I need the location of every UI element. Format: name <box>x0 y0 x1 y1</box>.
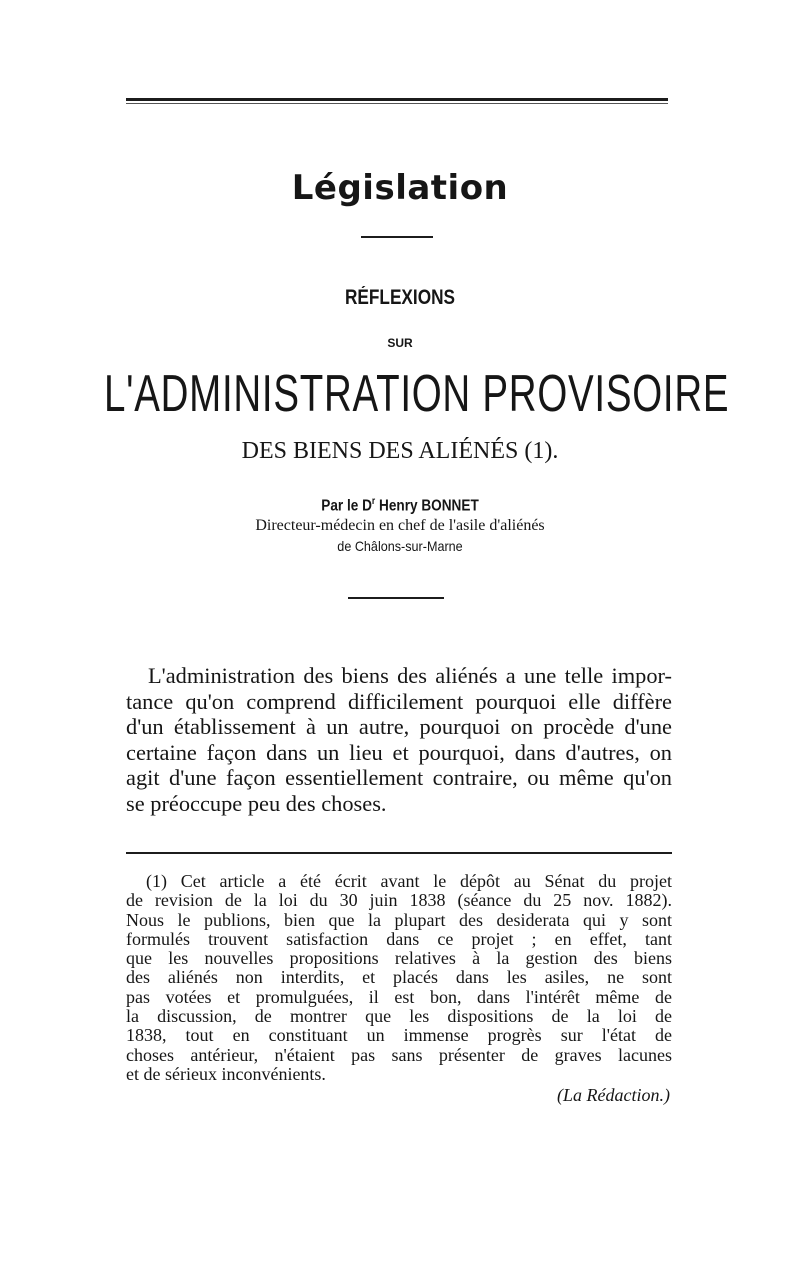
footnote-rule <box>126 852 672 854</box>
footnote-line: de revision de la loi du 30 juin 1838 (séance du 25 nov. 1882). <box>126 890 672 911</box>
footnote-line: choses antérieur, n'étaient pas sans présenter de graves lacunes <box>126 1044 672 1065</box>
footnote-line: que les nouvelles propositions relatives à la gestion des biens <box>126 948 672 969</box>
footnote-line: la discussion, de montrer que les dispositions de la loi de <box>126 1006 672 1027</box>
author-role: Directeur-médecin en chef de l'asile d'aliénés <box>255 517 545 534</box>
body-line: se préoccupe peu des choses. <box>126 790 387 816</box>
footnote-line: pas votées et promulguées, il est bon, dans l'intérêt même de <box>126 986 672 1007</box>
footnote-line: 1838, tout en constituant un immense progrès sur l'état de <box>126 1025 672 1046</box>
article-kicker: RÉFLEXIONS <box>344 286 456 309</box>
section-title: Législation <box>291 168 509 208</box>
author-place: de Châlons-sur-Marne <box>337 538 463 554</box>
article-subtitle: DES BIENS DES ALIÉNÉS (1). <box>241 438 559 464</box>
article-title: L'ADMINISTRATION PROVISOIRE <box>104 365 730 423</box>
footnote <box>126 872 672 1084</box>
body-line: agit d'une façon essentiellement contraire, ou même qu'on <box>126 765 672 790</box>
body-paragraph <box>126 663 672 816</box>
footnote-line: des aliénés non interdits, et placés dans les asiles, ne sont <box>126 967 672 988</box>
footnote-line: et de sérieux inconvénients. <box>126 1063 326 1084</box>
author-name: Henry BONNET <box>379 497 479 515</box>
author-prefix: Par le D <box>321 497 372 515</box>
body-line: d'un établissement à un autre, pourquoi on procède d'une <box>126 714 672 739</box>
article-connector: SUR <box>387 336 413 350</box>
body-line: tance qu'on comprend difficilement pourquoi elle diffère <box>126 688 672 714</box>
author-prefix-sup: r <box>371 496 376 507</box>
footnote-line: formulés trouvent satisfaction dans ce projet ; en effet, tant <box>126 928 672 949</box>
body-line: L'administration des biens des aliénés a une telle impor- <box>148 663 672 688</box>
title-divider <box>361 236 433 238</box>
top-rule <box>126 98 668 101</box>
footnote-line: Nous le publions, bien que la plupart des desiderata qui y sont <box>126 909 672 930</box>
author-line <box>60 496 740 515</box>
footnote-line: (1) Cet article a été écrit avant le dépôt au Sénat du projet <box>146 871 672 891</box>
author-divider <box>348 597 444 599</box>
top-rule-thin <box>126 103 668 104</box>
editor-credit: (La Rédaction.) <box>557 1085 670 1105</box>
body-line: certaine façon dans un lieu et pourquoi, dans d'autres, on <box>126 739 672 765</box>
